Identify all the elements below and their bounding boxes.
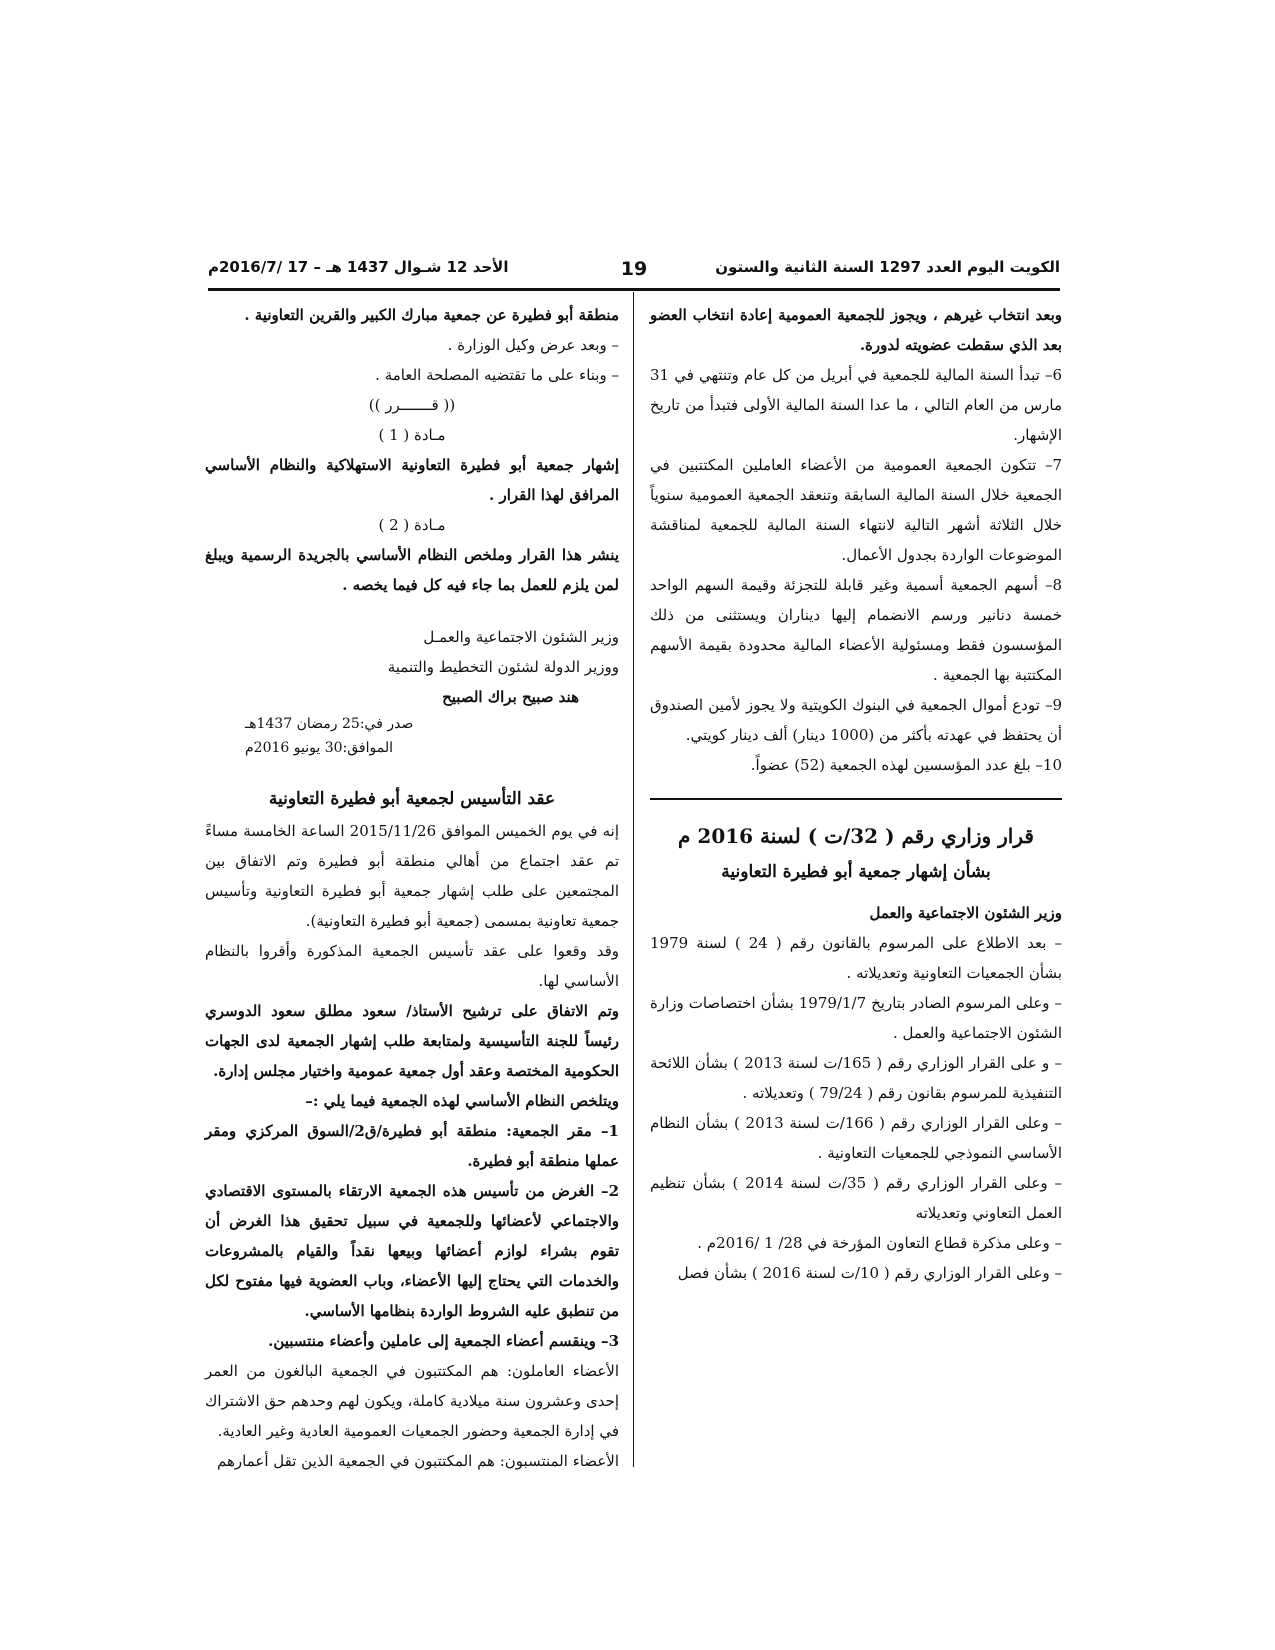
- article-1-heading: مـادة ( 1 ): [378, 426, 446, 444]
- decided-heading: (( قـــــــرر )): [368, 396, 456, 414]
- contract-paragraph: ويتلخص النظام الأساسي لهذه الجمعية فيما يلي :–: [305, 1092, 619, 1110]
- page-number: 19: [620, 258, 648, 280]
- decree-title: قرار وزاري رقم ( 32/ت ) لسنة 2016 م: [678, 824, 1034, 848]
- article-2-heading: مـادة ( 2 ): [378, 516, 446, 534]
- decree-recital: – وعلى القرار الوزاري رقم ( 166/ت لسنة 2013 ) بشأن النظام الأساسي النموذجي للجمعيات التعاونية .: [650, 1114, 1062, 1162]
- contract-paragraph: الأعضاء العاملون: هم المكتتبون في الجمعية البالغون من العمر إحدى وعشرون سنة ميلادية كاملة، ويكون لهم وحدهم حق الاشتراك في إدارة الجمعية وحضور الجمعيات العمومية العادية وغير العادية.: [205, 1362, 619, 1440]
- decree-recital: – وبعد عرض وكيل الوزارة .: [447, 336, 619, 354]
- contract-paragraph: وقد وقعوا على عقد تأسيس الجمعية المذكورة وأقروا بالنظام الأساسي لها.: [205, 942, 619, 990]
- contract-paragraph: 3– وينقسم أعضاء الجمعية إلى عاملين وأعضاء منتسبين.: [268, 1332, 619, 1350]
- contract-paragraph: وتم الاتفاق على ترشيح الأستاذ/ سعود مطلق سعود الدوسري رئيساً للجنة التأسيسية ولمتابعة طلب إشهار الجمعية لدى الجهات الحكومية المختصة وعقد أول جمعية عمومية واختيار مجلس إدارة.: [205, 1002, 619, 1080]
- contract-paragraph: 2– الغرض من تأسيس هذه الجمعية الارتقاء بالمستوى الاقتصادي والاجتماعي لأعضائها وللجمعية في سبيل تحقيق هذا الغرض أن تقوم بشراء لوازم أعضائها وبيعها نقداً والقيام بالمشروعات والخدمات التي يحتاج إليها الأعضاء، وباب العضوية فيها مفتوح لكل من تنطبق عليه الشروط الواردة بنظامها الأساسي.: [205, 1182, 619, 1320]
- signature-title: وزير الشئون الاجتماعية والعمـل: [423, 628, 619, 646]
- issue-date-gregorian: الموافق:30 يونيو 2016م: [245, 740, 393, 756]
- header-issue-info: الكويت اليوم العدد 1297 السنة الثانية والستون: [715, 258, 1060, 276]
- page-header: [208, 258, 1060, 284]
- signature-name: هند صبيح براك الصبيح: [442, 688, 579, 706]
- decree-subtitle: بشأن إشهار جمعية أبو فطيرة التعاونية: [721, 862, 991, 882]
- signature-title: ووزير الدولة لشئون التخطيط والتنمية: [387, 658, 619, 676]
- decree-recital: – وعلى مذكرة قطاع التعاون المؤرخة في 28/ 1 /2016م .: [697, 1234, 1062, 1252]
- paragraph: وبعد انتخاب غيرهم ، ويجوز للجمعية العمومية إعادة انتخاب العضو بعد الذي سقطت عضويته لدورة.: [650, 306, 1062, 354]
- decree-continuation: منطقة أبو فطيرة عن جمعية مبارك الكبير والقرين التعاونية .: [244, 306, 619, 324]
- header-date: الأحد 12 شـوال 1437 هـ – 17 /2016/7م: [208, 258, 509, 276]
- contract-paragraph: الأعضاء المنتسبون: هم المكتتبون في الجمعية الذين تقل أعمارهم: [217, 1452, 619, 1470]
- left-column: [205, 300, 619, 1476]
- section-separator: [650, 798, 1062, 800]
- paragraph: 8– أسهم الجمعية أسمية وغير قابلة للتجزئة وقيمة السهم الواحد خمسة دنانير ورسم الانضمام إليها ديناران ويستثنى من ذلك المؤسسون فقط ومسئولية الأعضاء المالية محدودة بقيمة الأسهم المكتتبة بها الجمعية .: [650, 576, 1062, 684]
- decree-recital: – بعد الاطلاع على المرسوم بالقانون رقم ( 24 ) لسنة 1979 بشأن الجمعيات التعاونية وتعديلاته .: [650, 934, 1062, 982]
- decree-recital: – وبناء على ما تقتضيه المصلحة العامة .: [375, 366, 619, 384]
- decree-recital: – و على القرار الوزاري رقم ( 165/ت لسنة 2013 ) بشأن اللائحة التنفيذية للمرسوم بقانون رقم ( 79/24 ) وتعديلاته .: [650, 1054, 1062, 1102]
- issue-date-hijri: صدر في:25 رمضان 1437هـ: [245, 716, 414, 732]
- contract-paragraph: إنه في يوم الخميس الموافق 2015/11/26 الساعة الخامسة مساءً تم عقد اجتماع من أهالي منطقة أبو فطيرة وتم الاتفاق بين المجتمعين على طلب إشهار جمعية أبو فطيرة التعاونية وتأسيس جمعية تعاونية بمسمى (جمعية أبو فطيرة التعاونية).: [205, 822, 619, 930]
- paragraph: 6– تبدأ السنة المالية للجمعية في أبريل من كل عام وتنتهي في 31 مارس من العام التالي ، ما عدا السنة المالية الأولى فتبدأ من تاريخ الإشهار.: [650, 366, 1062, 444]
- paragraph: 7– تتكون الجمعية العمومية من الأعضاء العاملين المكتتبين في الجمعية خلال السنة المالية السابقة وتنعقد الجمعية العمومية سنوياً خلال الثلاثة أشهر التالية لانتهاء السنة المالية للجمعية لمناقشة الموضوعات الواردة بجدول الأعمال.: [650, 456, 1062, 564]
- paragraph: 9– تودع أموال الجمعية في البنوك الكويتية ولا يجوز لأمين الصندوق أن يحتفظ في عهدته بأكثر من (1000 دينار) ألف دينار كويتي.: [650, 696, 1062, 744]
- decree-recital: – وعلى المرسوم الصادر بتاريخ 1979/1/7 بشأن اختصاصات وزارة الشئون الاجتماعية والعمل .: [650, 994, 1063, 1042]
- article-2-text: ينشر هذا القرار وملخص النظام الأساسي بالجريدة الرسمية ويبلغ لمن يلزم للعمل بما جاء فيه كل فيما يخصه .: [205, 546, 619, 594]
- right-column: [650, 300, 1062, 1288]
- header-rule: [208, 288, 1060, 291]
- column-divider: [633, 292, 634, 1467]
- paragraph: 10– بلغ عدد المؤسسين لهذه الجمعية (52) عضواً.: [750, 756, 1062, 774]
- contract-title: عقد التأسيس لجمعية أبو فطيرة التعاونية: [268, 789, 556, 809]
- decree-recital: – وعلى القرار الوزاري رقم ( 35/ت لسنة 2014 ) بشأن تنظيم العمل التعاوني وتعديلاته: [650, 1174, 1062, 1222]
- article-1-text: إشهار جمعية أبو فطيرة التعاونية الاستهلاكية والنظام الأساسي المرافق لهذا القرار .: [205, 456, 619, 504]
- contract-paragraph: 1– مقر الجمعية: منطقة أبو فطيرة/ق2/السوق المركزي ومقر عملها منطقة أبو فطيرة.: [205, 1122, 619, 1170]
- decree-recital: – وعلى القرار الوزاري رقم ( 10/ت لسنة 2016 ) بشأن فصل: [677, 1264, 1062, 1282]
- decree-issuer: وزير الشئون الاجتماعية والعمل: [869, 904, 1062, 922]
